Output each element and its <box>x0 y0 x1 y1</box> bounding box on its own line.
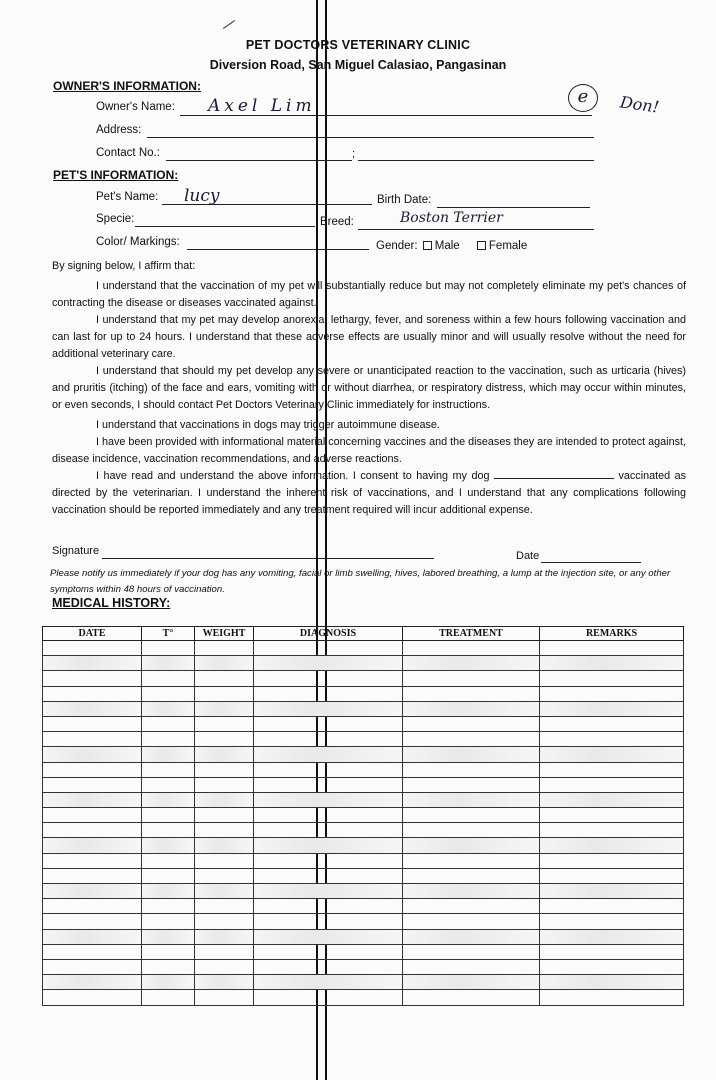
table-cell[interactable] <box>254 929 403 944</box>
owner-section-title: OWNER'S INFORMATION: <box>53 79 201 93</box>
table-cell[interactable] <box>43 884 142 899</box>
consent-paragraph-2: I understand that my pet may develop anorexia, lethargy, fever, and soreness within a few hours following vaccination and can last for up to 24 hours. I understand that these adverse effects are usually minor and will usually resolve without the need for additional veterinary care. <box>52 314 686 360</box>
table-cell[interactable] <box>254 853 403 868</box>
table-cell[interactable] <box>142 914 195 929</box>
table-cell[interactable] <box>142 823 195 838</box>
table-cell[interactable] <box>142 732 195 747</box>
gender-male-checkbox[interactable] <box>423 241 432 250</box>
medical-section-title: MEDICAL HISTORY: <box>52 596 171 610</box>
table-cell[interactable] <box>254 762 403 777</box>
table-cell[interactable] <box>403 868 540 883</box>
table-cell[interactable] <box>43 975 142 990</box>
table-row <box>43 792 684 807</box>
consent-6-vaccinated: vaccinated <box>618 470 671 482</box>
gender-label: Gender: <box>376 240 418 252</box>
table-cell[interactable] <box>540 944 684 959</box>
table-cell[interactable] <box>403 944 540 959</box>
table-row <box>43 777 684 792</box>
table-cell[interactable] <box>142 944 195 959</box>
birth-date-line[interactable] <box>437 207 590 208</box>
consent-paragraph-4: I understand that vaccinations in dogs may trigger autoimmune disease. <box>96 419 440 431</box>
table-cell[interactable] <box>195 641 254 656</box>
table-cell[interactable] <box>540 868 684 883</box>
table-row <box>43 929 684 944</box>
table-cell[interactable] <box>254 808 403 823</box>
table-row <box>43 656 684 671</box>
table-cell[interactable] <box>254 792 403 807</box>
table-cell[interactable] <box>43 959 142 974</box>
table-cell[interactable] <box>195 686 254 701</box>
table-cell[interactable] <box>403 701 540 716</box>
table-cell[interactable] <box>195 838 254 853</box>
consent-paragraph-6 <box>52 468 686 519</box>
table-cell[interactable] <box>142 899 195 914</box>
dog-vaccine-blank[interactable] <box>494 469 614 479</box>
table-cell[interactable] <box>142 747 195 762</box>
table-cell[interactable] <box>195 701 254 716</box>
table-cell[interactable] <box>142 838 195 853</box>
table-cell[interactable] <box>540 929 684 944</box>
table-cell[interactable] <box>540 990 684 1005</box>
table-cell[interactable] <box>540 914 684 929</box>
table-cell[interactable] <box>403 884 540 899</box>
table-cell[interactable] <box>43 792 142 807</box>
table-cell[interactable] <box>142 929 195 944</box>
table-cell[interactable] <box>254 975 403 990</box>
table-cell[interactable] <box>254 868 403 883</box>
table-cell[interactable] <box>195 716 254 731</box>
table-cell[interactable] <box>195 762 254 777</box>
table-cell[interactable] <box>142 792 195 807</box>
medical-table-body <box>43 641 684 1006</box>
table-cell[interactable] <box>195 990 254 1005</box>
table-cell[interactable] <box>43 732 142 747</box>
table-cell[interactable] <box>43 899 142 914</box>
table-cell[interactable] <box>195 792 254 807</box>
owner-contact-label: Contact No.: <box>96 147 160 159</box>
medical-history-table <box>42 626 684 1006</box>
table-cell[interactable] <box>254 686 403 701</box>
table-cell[interactable] <box>403 732 540 747</box>
table-cell[interactable] <box>195 853 254 868</box>
table-cell[interactable] <box>142 884 195 899</box>
table-cell[interactable] <box>254 732 403 747</box>
table-cell[interactable] <box>43 777 142 792</box>
table-cell[interactable] <box>43 868 142 883</box>
table-row <box>43 975 684 990</box>
table-cell[interactable] <box>43 762 142 777</box>
table-cell[interactable] <box>195 899 254 914</box>
table-cell[interactable] <box>43 944 142 959</box>
table-cell[interactable] <box>540 853 684 868</box>
table-cell[interactable] <box>540 777 684 792</box>
table-cell[interactable] <box>43 838 142 853</box>
table-cell[interactable] <box>403 777 540 792</box>
table-cell[interactable] <box>540 823 684 838</box>
color-markings-label: Color/ Markings: <box>96 236 180 248</box>
table-cell[interactable] <box>43 823 142 838</box>
table-cell[interactable] <box>43 929 142 944</box>
gender-male-label: Male <box>434 240 460 252</box>
specie-label: Specie: <box>96 213 135 225</box>
table-cell[interactable] <box>540 884 684 899</box>
table-cell[interactable] <box>540 838 684 853</box>
clinic-address: Diversion Road, San Miguel Calasiao, Pangasinan <box>209 58 507 72</box>
table-cell[interactable] <box>43 656 142 671</box>
col-date: DATE <box>43 627 142 641</box>
table-cell[interactable] <box>254 716 403 731</box>
col-treatment: TREATMENT <box>403 627 540 641</box>
table-cell[interactable] <box>254 641 403 656</box>
signature-line[interactable] <box>102 558 434 559</box>
table-cell[interactable] <box>403 929 540 944</box>
table-cell[interactable] <box>43 641 142 656</box>
table-cell[interactable] <box>254 990 403 1005</box>
table-cell[interactable] <box>43 990 142 1005</box>
table-cell[interactable] <box>142 656 195 671</box>
table-cell[interactable] <box>254 959 403 974</box>
table-row <box>43 716 684 731</box>
table-cell[interactable] <box>195 914 254 929</box>
col-weight: WEIGHT <box>195 627 254 641</box>
table-cell[interactable] <box>403 641 540 656</box>
specie-line[interactable] <box>135 226 315 227</box>
table-cell[interactable] <box>403 716 540 731</box>
col-remarks: REMARKS <box>540 627 684 641</box>
table-cell[interactable] <box>540 671 684 686</box>
table-cell[interactable] <box>254 671 403 686</box>
table-cell[interactable] <box>142 777 195 792</box>
table-row <box>43 838 684 853</box>
table-cell[interactable] <box>403 914 540 929</box>
table-cell[interactable] <box>195 975 254 990</box>
table-cell[interactable] <box>540 792 684 807</box>
table-cell[interactable] <box>403 823 540 838</box>
table-cell[interactable] <box>403 762 540 777</box>
owner-address-label: Address: <box>96 124 142 136</box>
col-temperature: T° <box>142 627 195 641</box>
table-cell[interactable] <box>43 701 142 716</box>
table-cell[interactable] <box>142 671 195 686</box>
table-cell[interactable] <box>403 747 540 762</box>
table-cell[interactable] <box>43 671 142 686</box>
scan-pen-mark <box>223 20 235 29</box>
birth-date-label: Birth Date: <box>377 194 432 206</box>
clinic-title: PET DOCTORS VETERINARY CLINIC <box>245 38 471 52</box>
date-line[interactable] <box>541 562 641 563</box>
table-cell[interactable] <box>142 975 195 990</box>
table-row <box>43 671 684 686</box>
pet-name-value[interactable]: lucy <box>184 186 220 206</box>
table-cell[interactable] <box>142 686 195 701</box>
owner-name-label: Owner's Name: <box>96 101 175 113</box>
table-row <box>43 762 684 777</box>
table-cell[interactable] <box>142 959 195 974</box>
table-cell[interactable] <box>540 641 684 656</box>
table-cell[interactable] <box>540 959 684 974</box>
table-row <box>43 853 684 868</box>
table-cell[interactable] <box>195 777 254 792</box>
table-cell[interactable] <box>403 656 540 671</box>
date-label: Date <box>516 550 540 562</box>
table-cell[interactable] <box>195 747 254 762</box>
table-cell[interactable] <box>142 808 195 823</box>
table-cell[interactable] <box>142 641 195 656</box>
margin-circle-mark <box>568 84 598 112</box>
table-cell[interactable] <box>43 686 142 701</box>
table-cell[interactable] <box>403 899 540 914</box>
consent-6-rest: as directed by the veterinarian. I understand the inherent risk of vaccinations, and I understand that any complications following vaccination should be reported immediately and any treatment required will incur additional expense. <box>52 470 687 516</box>
table-row <box>43 823 684 838</box>
margin-note: Don! <box>618 92 661 117</box>
gender-female-checkbox[interactable] <box>477 241 486 250</box>
table-cell[interactable] <box>540 762 684 777</box>
table-cell[interactable] <box>403 808 540 823</box>
consent-block <box>52 258 686 519</box>
table-row <box>43 732 684 747</box>
table-row <box>43 959 684 974</box>
table-cell[interactable] <box>254 838 403 853</box>
table-cell[interactable] <box>142 701 195 716</box>
contact-separator: ; <box>352 148 356 160</box>
table-row <box>43 944 684 959</box>
table-row <box>43 686 684 701</box>
table-cell[interactable] <box>142 762 195 777</box>
table-cell[interactable] <box>254 747 403 762</box>
table-cell[interactable] <box>195 959 254 974</box>
table-cell[interactable] <box>540 656 684 671</box>
table-cell[interactable] <box>403 975 540 990</box>
table-cell[interactable] <box>403 838 540 853</box>
table-row <box>43 808 684 823</box>
table-cell[interactable] <box>195 823 254 838</box>
table-row <box>43 990 684 1005</box>
table-cell[interactable] <box>540 686 684 701</box>
table-row <box>43 701 684 716</box>
table-cell[interactable] <box>43 914 142 929</box>
consent-paragraph-1: I understand that the vaccination of my pet will substantially reduce but may not completely eliminate my pet's chances of contracting the disease or diseases vaccinated against. <box>52 280 686 309</box>
owner-address-line[interactable] <box>147 137 594 138</box>
table-cell[interactable] <box>142 853 195 868</box>
pet-section-title: PET'S INFORMATION: <box>53 168 179 182</box>
table-cell[interactable] <box>254 656 403 671</box>
table-cell[interactable] <box>403 671 540 686</box>
table-cell[interactable] <box>142 716 195 731</box>
table-cell[interactable] <box>540 716 684 731</box>
table-cell[interactable] <box>254 884 403 899</box>
pet-name-label: Pet's Name: <box>96 191 159 203</box>
table-cell[interactable] <box>43 808 142 823</box>
table-cell[interactable] <box>254 777 403 792</box>
table-cell[interactable] <box>43 747 142 762</box>
breed-line <box>358 229 594 230</box>
table-row <box>43 884 684 899</box>
table-cell[interactable] <box>195 944 254 959</box>
table-row <box>43 641 684 656</box>
owner-contact-line-2[interactable] <box>358 160 594 161</box>
table-cell[interactable] <box>254 914 403 929</box>
consent-6-start: I have read and understand the above information. I consent to having my dog <box>96 470 490 482</box>
table-cell[interactable] <box>195 656 254 671</box>
medical-header-row <box>43 627 684 641</box>
table-cell[interactable] <box>43 853 142 868</box>
consent-paragraph-3: I understand that should my pet develop any severe or unanticipated reaction to the vaccination, such as urticaria (hives) and pruritis (itching) of the face and ears, vomiting with or without diarrhea, or respiratory distress, which may occur within minutes, or even seconds, I should contact Pet Doctors Veterinary Clinic immediately for instructions. <box>52 365 686 411</box>
consent-paragraph-5: I have been provided with informational material concerning vaccines and the diseases they are intended to protect against, disease incidence, vaccination recommendations, and adverse reactions. <box>52 436 686 465</box>
table-cell[interactable] <box>403 792 540 807</box>
col-diagnosis: DIAGNOSIS <box>254 627 403 641</box>
table-cell[interactable] <box>142 868 195 883</box>
table-cell[interactable] <box>540 747 684 762</box>
color-markings-line[interactable] <box>187 249 369 250</box>
owner-contact-line-1[interactable] <box>166 160 352 161</box>
table-cell[interactable] <box>403 686 540 701</box>
table-cell[interactable] <box>195 929 254 944</box>
table-cell[interactable] <box>403 990 540 1005</box>
table-cell[interactable] <box>540 899 684 914</box>
breed-value[interactable]: Boston Terrier <box>400 210 503 226</box>
breed-label: Breed: <box>320 216 354 228</box>
signature-label: Signature <box>52 545 100 557</box>
consent-intro: By signing below, I affirm that: <box>52 260 196 272</box>
owner-name-value[interactable]: Axel Lim <box>208 96 316 116</box>
table-cell[interactable] <box>403 853 540 868</box>
table-row <box>43 899 684 914</box>
table-cell[interactable] <box>254 944 403 959</box>
table-cell[interactable] <box>43 716 142 731</box>
table-cell[interactable] <box>254 823 403 838</box>
table-cell[interactable] <box>540 732 684 747</box>
table-row <box>43 747 684 762</box>
table-cell[interactable] <box>254 701 403 716</box>
table-cell[interactable] <box>403 959 540 974</box>
table-cell[interactable] <box>195 732 254 747</box>
table-cell[interactable] <box>195 671 254 686</box>
table-row <box>43 868 684 883</box>
table-cell[interactable] <box>540 808 684 823</box>
margin-mark-letter: e <box>577 86 589 107</box>
notify-notice: Please notify us immediately if your dog has any vomiting, facial or limb swelling, hives, labored breathing, a lump at the injection site, or any other symptoms within 48 hours of vaccination. <box>50 568 671 595</box>
table-cell[interactable] <box>254 899 403 914</box>
table-row <box>43 914 684 929</box>
table-cell[interactable] <box>142 990 195 1005</box>
table-cell[interactable] <box>195 884 254 899</box>
table-cell[interactable] <box>540 701 684 716</box>
table-cell[interactable] <box>195 868 254 883</box>
gender-female-label: Female <box>488 240 528 252</box>
table-cell[interactable] <box>540 975 684 990</box>
gender-group <box>376 240 527 252</box>
table-cell[interactable] <box>195 808 254 823</box>
